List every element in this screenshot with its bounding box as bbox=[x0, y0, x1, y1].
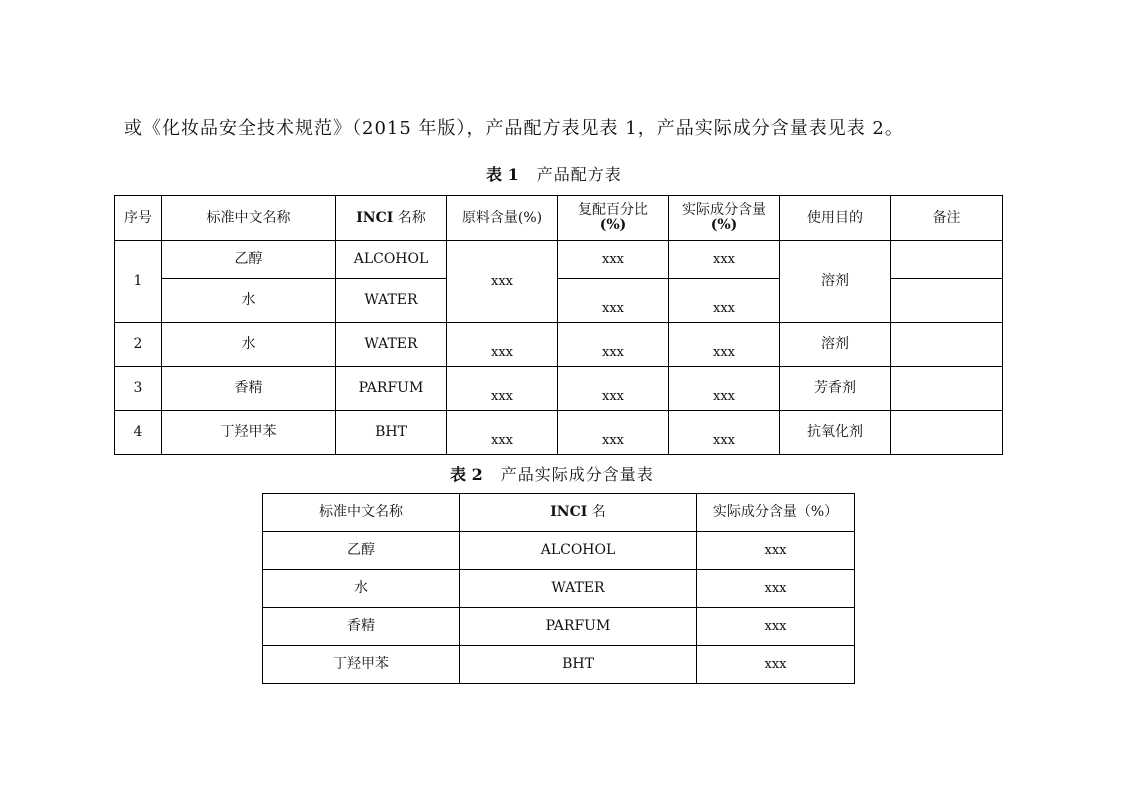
header-inci-rest: 名称 bbox=[393, 209, 426, 226]
cell-remark bbox=[891, 323, 1003, 367]
table1-caption-title: 产品配方表 bbox=[536, 165, 622, 184]
cell-ratio: xxx bbox=[558, 367, 669, 411]
cell-ratio: xxx bbox=[558, 241, 669, 279]
cell-seq: 3 bbox=[115, 367, 162, 411]
cell-actual: xxx bbox=[697, 608, 855, 646]
cell-remark bbox=[891, 279, 1003, 323]
cell-cn-name: 乙醇 bbox=[162, 241, 336, 279]
cell-actual: xxx bbox=[697, 570, 855, 608]
cell-inci: PARFUM bbox=[460, 608, 697, 646]
table2-header-row bbox=[263, 494, 855, 532]
table2-caption bbox=[450, 462, 654, 485]
cell-cn-name: 香精 bbox=[263, 608, 460, 646]
cell-ratio: xxx bbox=[558, 323, 669, 367]
header-inci-bold: INCI bbox=[356, 209, 394, 226]
table2-caption-number: 表 2 bbox=[450, 465, 483, 484]
header-seq: 序号 bbox=[115, 196, 162, 241]
cell-raw: xxx bbox=[447, 411, 558, 455]
cell-seq: 2 bbox=[115, 323, 162, 367]
header-purpose: 使用目的 bbox=[780, 196, 891, 241]
cell-remark bbox=[891, 241, 1003, 279]
cell-inci: ALCOHOL bbox=[460, 532, 697, 570]
header-inci-bold: INCI bbox=[550, 504, 588, 520]
header-actual bbox=[669, 196, 780, 241]
cell-inci: WATER bbox=[460, 570, 697, 608]
cell-inci: WATER bbox=[336, 279, 447, 323]
cell-inci: PARFUM bbox=[336, 367, 447, 411]
header-inci bbox=[336, 196, 447, 241]
cell-inci: ALCOHOL bbox=[336, 241, 447, 279]
cell-raw: xxx bbox=[447, 241, 558, 323]
intro-paragraph: 或《化妆品安全技术规范》（2015 年版），产品配方表见表 1，产品实际成分含量表见表 2。 bbox=[124, 118, 904, 139]
table-row bbox=[115, 241, 1003, 279]
cell-raw: xxx bbox=[447, 367, 558, 411]
header-raw: 原料含量(%) bbox=[447, 196, 558, 241]
header-ratio-line1: 复配百分比 bbox=[578, 202, 648, 218]
cell-purpose: 芳香剂 bbox=[780, 367, 891, 411]
cell-raw: xxx bbox=[447, 323, 558, 367]
cell-cn-name: 水 bbox=[263, 570, 460, 608]
table-row bbox=[263, 608, 855, 646]
cell-cn-name: 水 bbox=[162, 279, 336, 323]
cell-cn-name: 丁羟甲苯 bbox=[263, 646, 460, 684]
header-cn-name: 标准中文名称 bbox=[162, 196, 336, 241]
table1-caption-number: 表 1 bbox=[486, 165, 519, 184]
cell-actual: xxx bbox=[669, 279, 780, 323]
cell-inci: WATER bbox=[336, 323, 447, 367]
table-row bbox=[263, 646, 855, 684]
cell-cn-name: 丁羟甲苯 bbox=[162, 411, 336, 455]
table-row bbox=[263, 532, 855, 570]
cell-ratio: xxx bbox=[558, 411, 669, 455]
formula-table bbox=[114, 195, 1003, 455]
cell-cn-name: 乙醇 bbox=[263, 532, 460, 570]
header-actual-line2: (%) bbox=[710, 217, 738, 233]
header-remark: 备注 bbox=[891, 196, 1003, 241]
table-row bbox=[263, 570, 855, 608]
header-actual-line1: 实际成分含量 bbox=[682, 202, 766, 218]
cell-actual: xxx bbox=[669, 241, 780, 279]
table-row bbox=[115, 411, 1003, 455]
cell-seq: 1 bbox=[115, 241, 162, 323]
table2-caption-title: 产品实际成分含量表 bbox=[500, 465, 654, 484]
cell-purpose: 溶剂 bbox=[780, 241, 891, 323]
cell-cn-name: 香精 bbox=[162, 367, 336, 411]
actual-content-table bbox=[262, 493, 855, 684]
cell-remark bbox=[891, 411, 1003, 455]
header-cn-name: 标准中文名称 bbox=[263, 494, 460, 532]
table-row bbox=[115, 367, 1003, 411]
header-inci-rest: 名 bbox=[587, 504, 606, 520]
cell-actual: xxx bbox=[669, 367, 780, 411]
table1-caption bbox=[486, 162, 622, 185]
cell-cn-name: 水 bbox=[162, 323, 336, 367]
cell-ratio: xxx bbox=[558, 279, 669, 323]
header-ratio-line2: (%) bbox=[599, 217, 627, 233]
cell-inci: BHT bbox=[336, 411, 447, 455]
cell-actual: xxx bbox=[697, 532, 855, 570]
cell-inci: BHT bbox=[460, 646, 697, 684]
header-ratio bbox=[558, 196, 669, 241]
cell-remark bbox=[891, 367, 1003, 411]
header-actual: 实际成分含量（%） bbox=[697, 494, 855, 532]
cell-actual: xxx bbox=[669, 411, 780, 455]
cell-seq: 4 bbox=[115, 411, 162, 455]
cell-purpose: 抗氧化剂 bbox=[780, 411, 891, 455]
table-row bbox=[115, 323, 1003, 367]
cell-purpose: 溶剂 bbox=[780, 323, 891, 367]
cell-actual: xxx bbox=[669, 323, 780, 367]
cell-actual: xxx bbox=[697, 646, 855, 684]
header-inci bbox=[460, 494, 697, 532]
table1-header-row bbox=[115, 196, 1003, 241]
